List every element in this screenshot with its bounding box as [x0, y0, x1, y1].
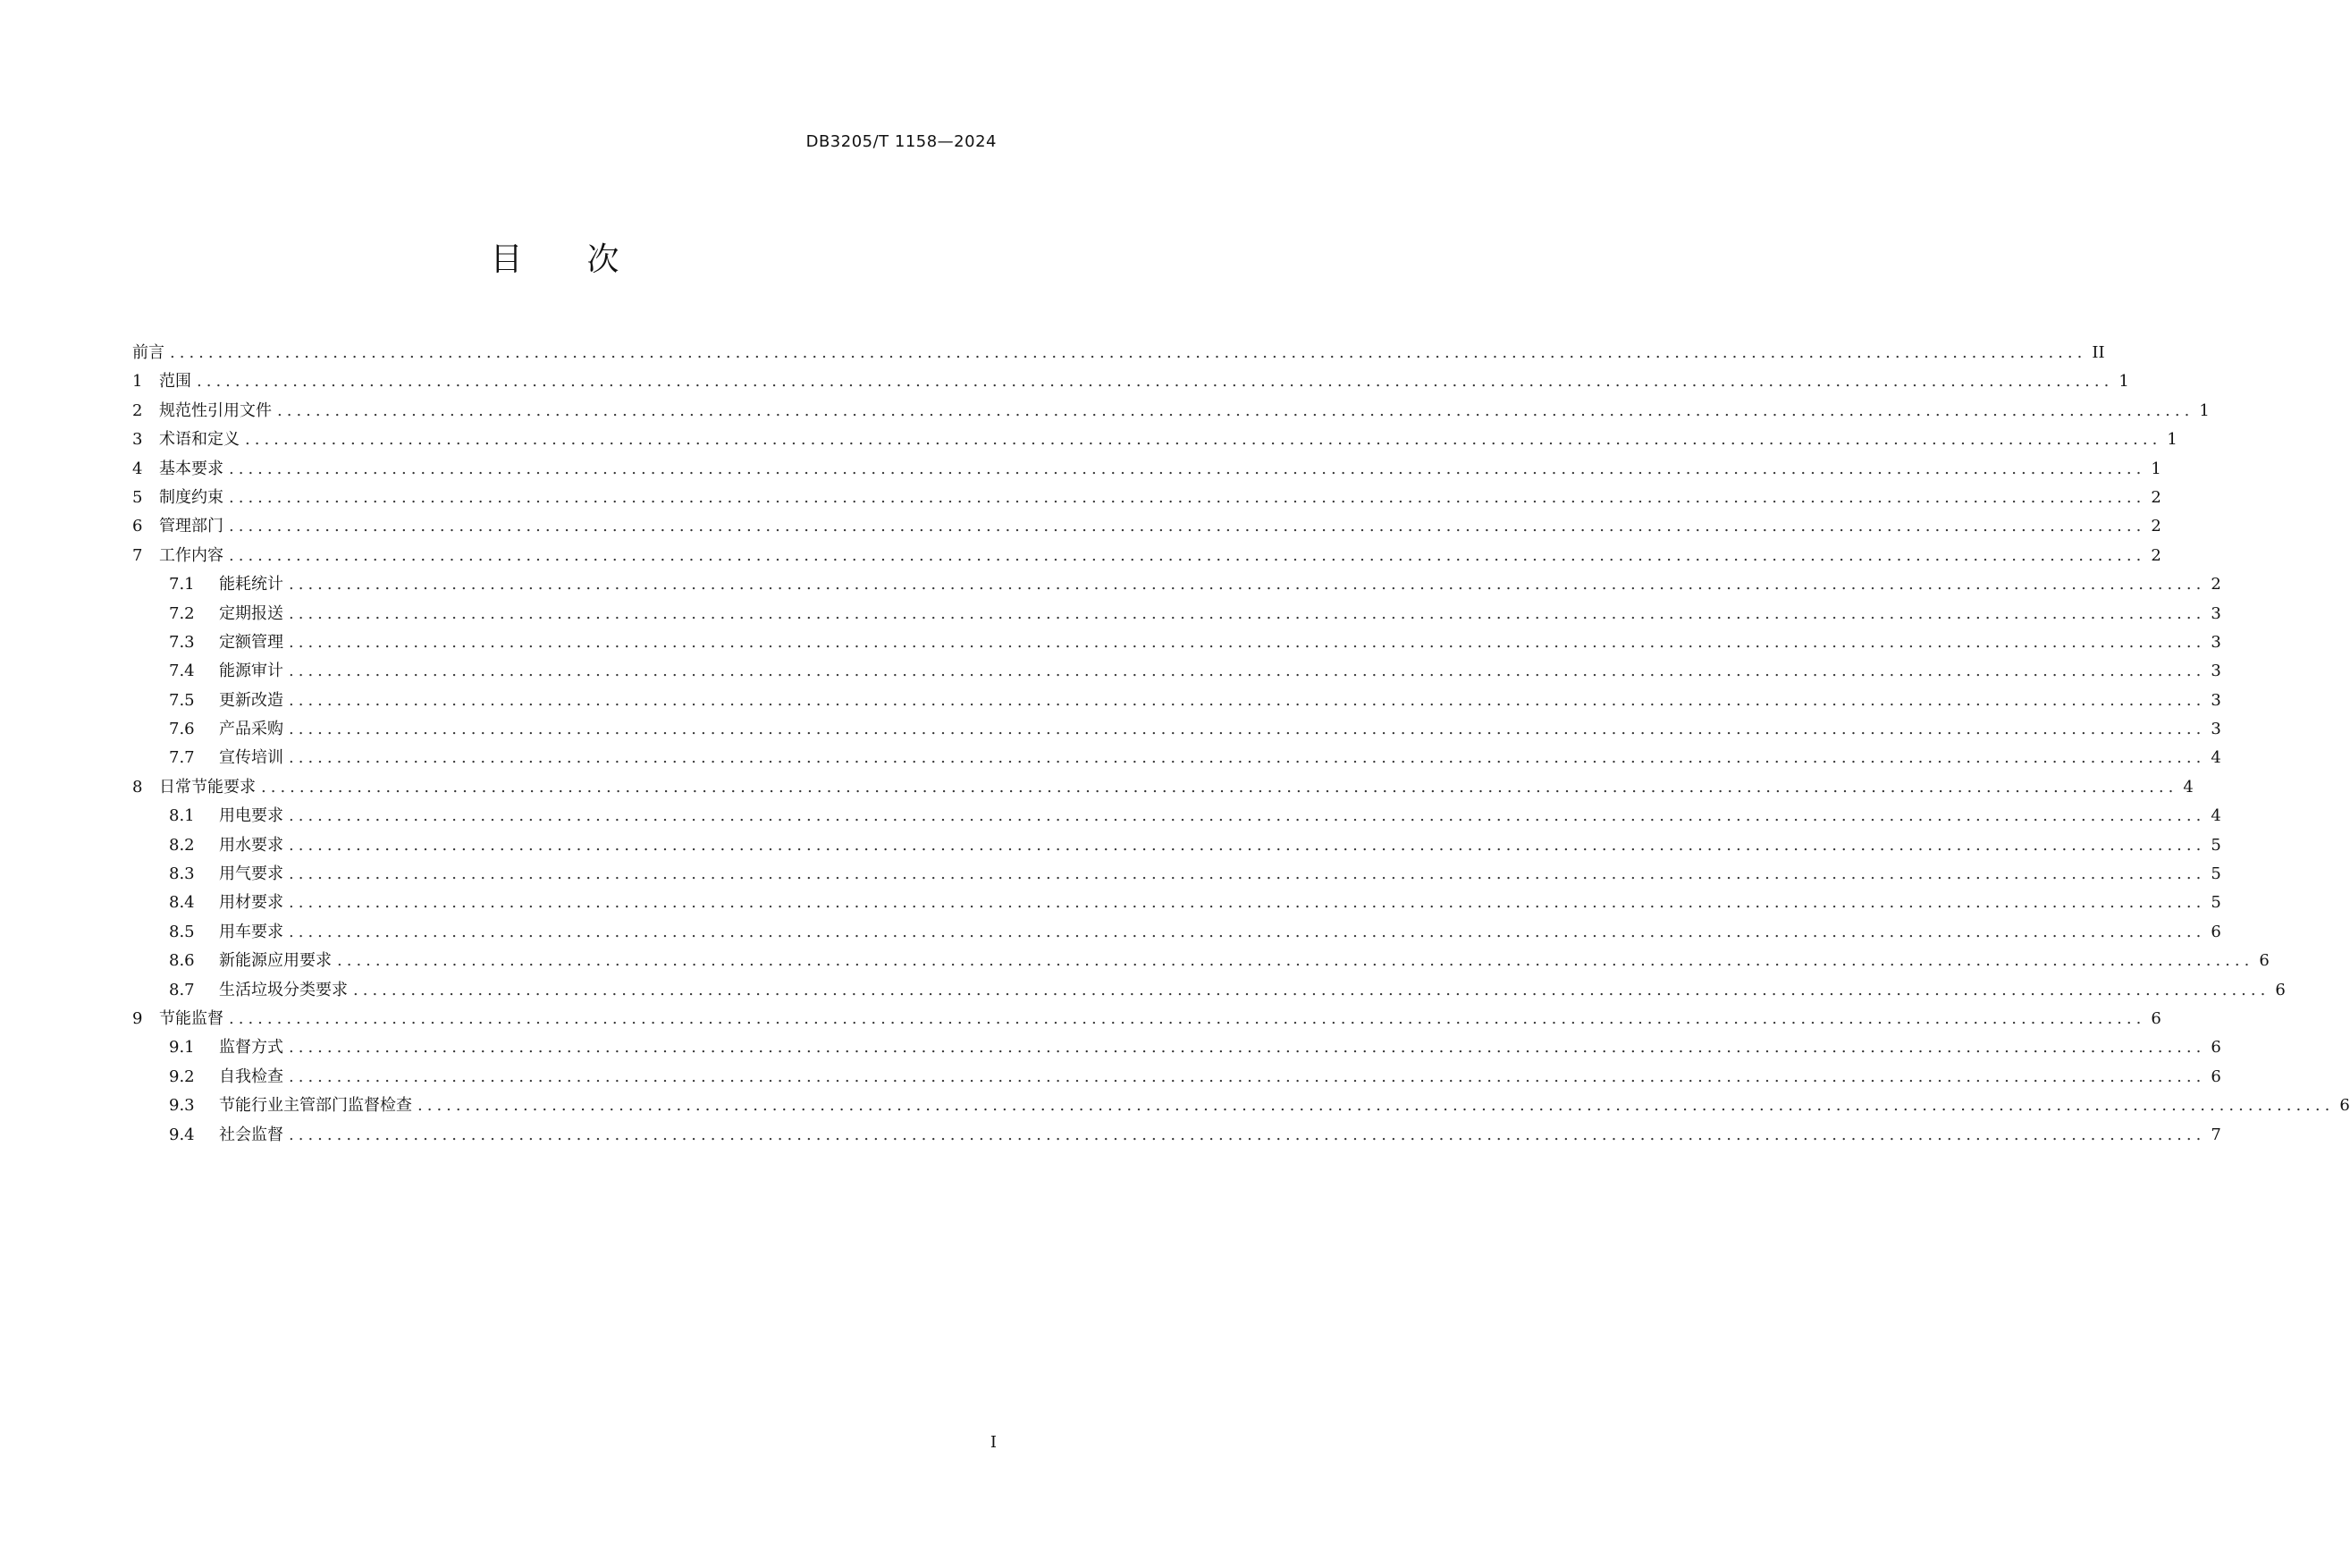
toc-entry-number: 9.1 [169, 1038, 195, 1058]
toc-entry-page: 6 [2211, 922, 2221, 941]
toc-entry-page: 4 [2211, 806, 2221, 826]
toc-entry-title: 节能监督 [159, 1008, 223, 1028]
toc-entry-page: 1 [2199, 400, 2210, 420]
toc-dot-leader: ........................................................................................................................................................................................................ [289, 922, 2206, 941]
toc-entry-title: 术语和定义 [159, 430, 240, 450]
toc-dot-leader: ........................................................................................................................................................................................................ [289, 632, 2206, 652]
toc-entry-title: 用电要求 [219, 806, 283, 826]
toc-entry-number: 8.4 [169, 893, 195, 913]
toc-entry-number: 4 [132, 459, 143, 478]
toc-entry-title: 日常节能要求 [159, 777, 256, 797]
toc-entry[interactable] [132, 802, 2221, 830]
toc-entry-title: 管理部门 [159, 517, 223, 536]
toc-entry-number: 9.4 [169, 1125, 195, 1144]
toc-entry[interactable] [132, 1005, 2161, 1033]
toc-entry[interactable] [132, 918, 2221, 947]
toc-entry-number: 3 [132, 430, 143, 450]
toc-entry-number: 8.2 [169, 835, 195, 855]
toc-dot-leader: ........................................................................................................................................................................................................ [229, 1008, 2146, 1028]
toc-entry-title: 节能行业主管部门监督检查 [219, 1096, 412, 1116]
toc-entry-number: 2 [132, 400, 143, 420]
toc-entry[interactable] [132, 773, 2194, 802]
document-id: DB3205/T 1158—2024 [805, 132, 997, 151]
toc-entry-page: 1 [2167, 430, 2177, 450]
toc-entry-title: 能源审计 [219, 662, 283, 681]
toc-entry[interactable] [132, 570, 2221, 599]
toc-entry[interactable] [132, 976, 2286, 1005]
toc-entry-number: 7.1 [169, 575, 195, 594]
toc-entry-page: 3 [2211, 720, 2221, 739]
toc-entry-number: 8.6 [169, 951, 195, 971]
toc-entry-number: 8 [132, 777, 143, 797]
toc-entry-page: 6 [2339, 1096, 2350, 1116]
toc-entry-page: 6 [2151, 1008, 2161, 1028]
toc-entry-page: 6 [2275, 980, 2286, 999]
toc-entry-number: 7.4 [169, 662, 195, 681]
toc-entry-title: 制度约束 [159, 487, 223, 507]
toc-entry-number: 9.3 [169, 1096, 195, 1116]
toc-entry[interactable] [132, 628, 2221, 657]
toc-entry-title: 生活垃圾分类要求 [219, 980, 348, 999]
toc-entry-page: 3 [2211, 662, 2221, 681]
toc-entry-title: 工作内容 [159, 545, 223, 565]
toc-entry-page: 5 [2211, 835, 2221, 855]
toc-entry-title: 自我检查 [219, 1066, 283, 1086]
table-of-contents [132, 339, 2350, 1150]
toc-entry-page: 4 [2211, 748, 2221, 768]
toc-dot-leader: ........................................................................................................................................................................................................ [289, 690, 2206, 710]
toc-entry[interactable] [132, 512, 2161, 541]
toc-entry-page: 3 [2211, 690, 2221, 710]
toc-entry-title: 定期报送 [219, 603, 283, 623]
toc-entry-title: 规范性引用文件 [159, 400, 272, 420]
toc-entry-title: 能耗统计 [219, 575, 283, 594]
toc-entry-number: 7.2 [169, 603, 195, 623]
toc-entry[interactable] [132, 542, 2161, 570]
toc-entry[interactable] [132, 339, 2105, 367]
toc-dot-leader: ........................................................................................................................................................................................................ [229, 545, 2146, 565]
toc-entry-page: 1 [2118, 372, 2129, 392]
toc-dot-leader: ........................................................................................................................................................................................................ [170, 343, 2087, 362]
toc-entry-number: 7.6 [169, 720, 195, 739]
toc-entry-number: 7.7 [169, 748, 195, 768]
toc-dot-leader: ........................................................................................................................................................................................................ [289, 864, 2206, 884]
toc-dot-leader: ........................................................................................................................................................................................................ [277, 400, 2194, 420]
toc-entry-title: 宣传培训 [219, 748, 283, 768]
toc-entry-page: 2 [2151, 517, 2161, 536]
toc-entry-page: 2 [2211, 575, 2221, 594]
toc-dot-leader: ........................................................................................................................................................................................................ [289, 1038, 2206, 1058]
toc-dot-leader: ........................................................................................................................................................................................................ [289, 662, 2206, 681]
toc-entry[interactable] [132, 426, 2177, 454]
toc-dot-leader: ........................................................................................................................................................................................................ [417, 1096, 2335, 1116]
toc-entry-page: 2 [2151, 545, 2161, 565]
toc-entry-title: 基本要求 [159, 459, 223, 478]
toc-entry-page: II [2092, 343, 2105, 362]
toc-title-char-1: 目 [490, 241, 523, 278]
toc-entry-number: 5 [132, 487, 143, 507]
toc-entry-title: 用材要求 [219, 893, 283, 913]
toc-entry[interactable] [132, 367, 2129, 396]
toc-entry-title: 定额管理 [219, 632, 283, 652]
toc-entry-number: 8.1 [169, 806, 195, 826]
toc-entry[interactable] [132, 744, 2221, 772]
toc-dot-leader: ........................................................................................................................................................................................................ [289, 603, 2206, 623]
toc-entry-title: 社会监督 [219, 1125, 283, 1144]
toc-dot-leader: ........................................................................................................................................................................................................ [337, 951, 2254, 971]
toc-entry-page: 3 [2211, 603, 2221, 623]
toc-entry-page: 1 [2151, 459, 2161, 478]
toc-dot-leader: ........................................................................................................................................................................................................ [289, 1066, 2206, 1086]
toc-title [0, 234, 1109, 280]
toc-entry-number: 8.7 [169, 980, 195, 999]
toc-entry[interactable] [132, 831, 2221, 860]
toc-title-char-2: 次 [586, 241, 619, 278]
toc-dot-leader: ........................................................................................................................................................................................................ [289, 748, 2206, 768]
toc-entry[interactable] [132, 397, 2210, 426]
toc-entry[interactable] [132, 687, 2221, 715]
toc-entry[interactable] [132, 484, 2161, 512]
toc-entry-title: 监督方式 [219, 1038, 283, 1058]
toc-entry-number: 7.5 [169, 690, 195, 710]
toc-entry-title: 用车要求 [219, 922, 283, 941]
toc-dot-leader: ........................................................................................................................................................................................................ [289, 835, 2206, 855]
toc-entry[interactable] [132, 600, 2221, 628]
toc-entry-title: 用水要求 [219, 835, 283, 855]
toc-entry-number: 9 [132, 1008, 143, 1028]
toc-entry-number: 8.3 [169, 864, 195, 884]
toc-entry[interactable] [132, 715, 2221, 744]
toc-dot-leader: ........................................................................................................................................................................................................ [229, 517, 2146, 536]
toc-entry-page: 5 [2211, 893, 2221, 913]
toc-entry-number: 7 [132, 545, 143, 565]
toc-entry-title: 新能源应用要求 [219, 951, 332, 971]
toc-entry-page: 6 [2211, 1066, 2221, 1086]
toc-entry-number: 7.3 [169, 632, 195, 652]
toc-dot-leader: ........................................................................................................................................................................................................ [197, 372, 2114, 392]
toc-dot-leader: ........................................................................................................................................................................................................ [289, 806, 2206, 826]
toc-dot-leader: ........................................................................................................................................................................................................ [289, 1125, 2206, 1144]
toc-entry[interactable] [132, 947, 2270, 975]
page-number: I [990, 1433, 997, 1452]
toc-entry-title: 产品采购 [219, 720, 283, 739]
toc-entry-page: 3 [2211, 632, 2221, 652]
toc-dot-leader: ........................................................................................................................................................................................................ [289, 575, 2206, 594]
toc-dot-leader: ........................................................................................................................................................................................................ [261, 777, 2178, 797]
toc-dot-leader: ........................................................................................................................................................................................................ [289, 893, 2206, 913]
toc-entry[interactable] [132, 455, 2161, 484]
toc-entry-number: 6 [132, 517, 143, 536]
toc-entry-page: 6 [2211, 1038, 2221, 1058]
toc-entry-number: 9.2 [169, 1066, 195, 1086]
toc-entry[interactable] [132, 1063, 2221, 1092]
toc-dot-leader: ........................................................................................................................................................................................................ [229, 487, 2146, 507]
toc-dot-leader: ........................................................................................................................................................................................................ [289, 720, 2206, 739]
toc-entry[interactable] [132, 1033, 2221, 1062]
toc-entry-number: 8.5 [169, 922, 195, 941]
toc-entry-title: 范围 [159, 372, 191, 392]
toc-entry[interactable] [132, 860, 2221, 889]
toc-entry[interactable] [132, 657, 2221, 686]
toc-entry-title: 前言 [132, 343, 164, 362]
toc-entry[interactable] [132, 1092, 2350, 1120]
toc-entry-title: 更新改造 [219, 690, 283, 710]
toc-entry-page: 4 [2183, 777, 2194, 797]
toc-entry[interactable] [132, 1121, 2221, 1150]
toc-entry-page: 5 [2211, 864, 2221, 884]
toc-entry-page: 7 [2211, 1125, 2221, 1144]
toc-entry-page: 6 [2259, 951, 2270, 971]
toc-dot-leader: ........................................................................................................................................................................................................ [229, 459, 2146, 478]
toc-entry-page: 2 [2151, 487, 2161, 507]
toc-entry[interactable] [132, 889, 2221, 917]
toc-dot-leader: ........................................................................................................................................................................................................ [245, 430, 2162, 450]
toc-entry-title: 用气要求 [219, 864, 283, 884]
toc-dot-leader: ........................................................................................................................................................................................................ [353, 980, 2270, 999]
toc-entry-number: 1 [132, 372, 143, 392]
